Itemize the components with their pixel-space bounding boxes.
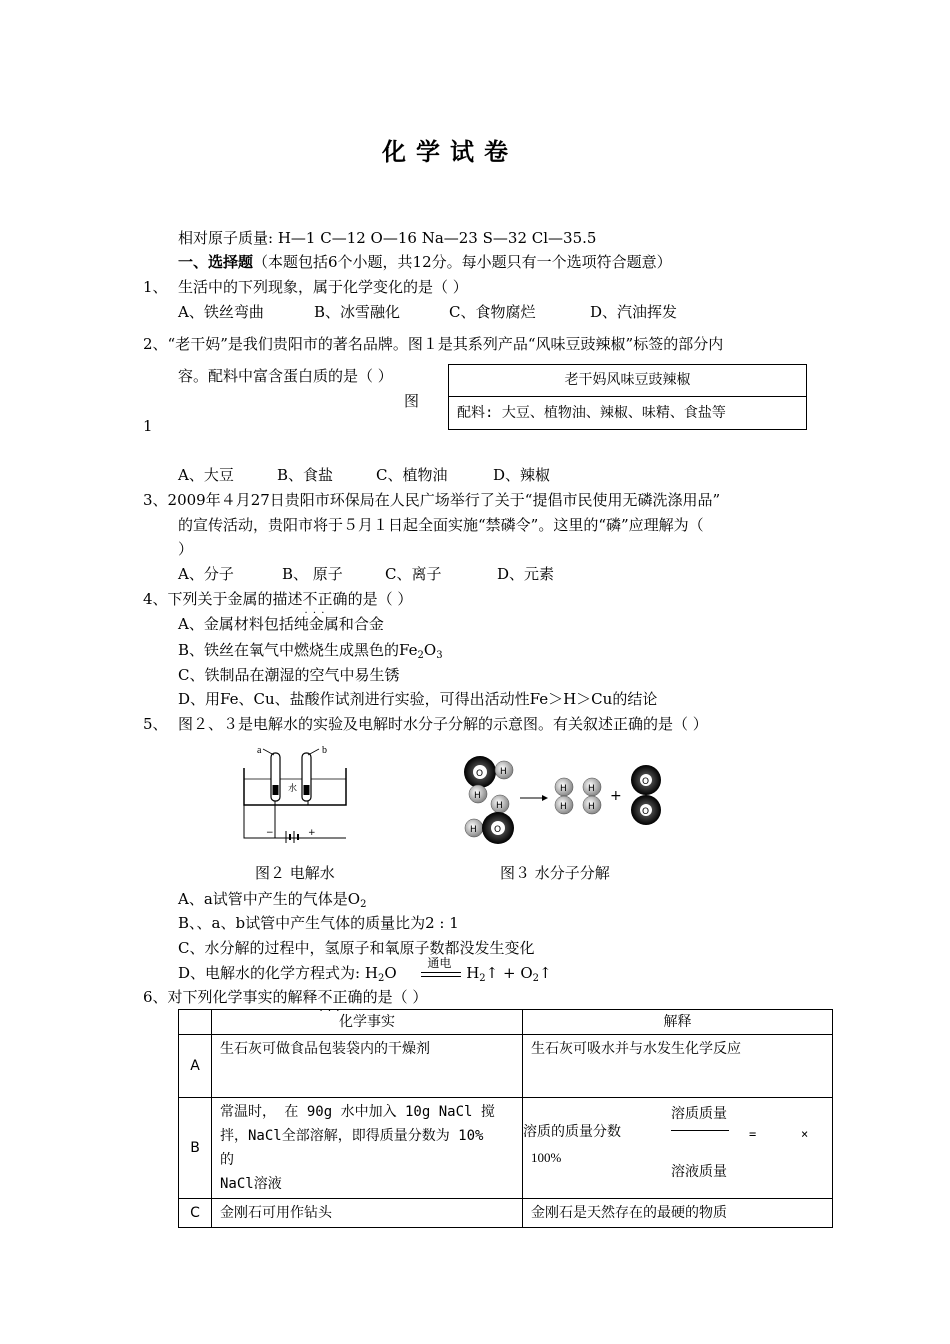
q6-row-key: B bbox=[179, 1098, 212, 1199]
q6-row-b-fact-line3: 的 bbox=[220, 1152, 234, 1168]
table-row bbox=[179, 1098, 833, 1199]
q6-row-fact bbox=[212, 1098, 523, 1199]
q6-stem-emphasis: 不正确 · · · bbox=[318, 988, 363, 1006]
q3-option-a: A、分子 bbox=[178, 565, 234, 583]
q4-option-b-text: B、铁丝在氧气中燃烧生成黑色的Fe bbox=[178, 641, 418, 659]
q6-table bbox=[178, 1009, 833, 1228]
q2-stem-line1: 2、“老干妈”是我们贵阳市的著名品牌。图１是其系列产品“风味豆豉辣椒”标签的部分内 bbox=[143, 335, 724, 353]
q6-stem-a: 6、对下列化学事实的解释 bbox=[143, 988, 318, 1006]
q5-eq-condition-arrow bbox=[421, 956, 461, 983]
q6-row-explanation: 金刚石是天然存在的最硬的物质 bbox=[523, 1199, 833, 1228]
q6-formula-numerator: 溶质质量 bbox=[671, 1106, 727, 1122]
q1-option-a: A、铁丝弯曲 bbox=[178, 303, 264, 321]
q4-option-b-sub1: 2 bbox=[417, 650, 424, 661]
q1-number: 1、 bbox=[143, 278, 168, 296]
q4-option-b-sub2: 3 bbox=[436, 650, 443, 661]
fig2-plus-sign: + bbox=[308, 828, 316, 838]
q5-number: 5、 bbox=[143, 715, 168, 733]
q6-row-b-fact-line4: NaCl溶液 bbox=[220, 1176, 282, 1192]
product-label-title: 老干妈风味豆豉辣椒 bbox=[449, 365, 806, 397]
q4-stem-a: 4、下列关于金属的描述 bbox=[143, 590, 303, 608]
q6-row-b-fact-line1: 常温时， 在 90g 水中加入 10g NaCl 搅 bbox=[220, 1104, 495, 1120]
product-label-ingredients: 配料: 大豆、植物油、辣椒、味精、食盐等 bbox=[457, 405, 726, 421]
q5-option-b: B、、a、b试管中产生气体的质量比为2 : 1 bbox=[178, 914, 459, 932]
q2-fig-label-b: 1 bbox=[143, 417, 153, 435]
q3-option-b: B、 原子 bbox=[282, 565, 343, 583]
fig3-h-label-6: H bbox=[560, 802, 567, 812]
q6-row-explanation bbox=[523, 1098, 833, 1199]
product-label bbox=[448, 364, 807, 430]
q3-option-d: D、元素 bbox=[497, 565, 555, 583]
section1-note: （本题包括6个小题，共12分。每小题只有一个选项符合题意） bbox=[253, 253, 672, 271]
q6-row-fact: 生石灰可做食品包装袋内的干燥剂 bbox=[212, 1035, 523, 1098]
q6-header-explanation: 解释 bbox=[523, 1010, 833, 1035]
fig3-h-label-3: H bbox=[496, 801, 503, 811]
q4-stem bbox=[143, 589, 412, 609]
q1-option-d: D、汽油挥发 bbox=[590, 303, 678, 321]
electrolysis-apparatus-figure bbox=[238, 743, 353, 843]
q6-formula-times: × bbox=[801, 1127, 809, 1141]
q6-stem-b: 的是（ ） bbox=[362, 988, 428, 1006]
fig3-caption: 图３ 水分子分解 bbox=[500, 864, 610, 882]
q3-stem-line2: 的宣传活动，贵阳市将于５月１日起全面实施“禁磷令”。这里的“磷”应理解为（ bbox=[178, 516, 704, 534]
q4-option-c: C、铁制品在潮湿的空气中易生锈 bbox=[178, 666, 400, 684]
fig3-h-label-1: H bbox=[500, 767, 507, 777]
q2-stem-line2: 容。配料中富含蛋白质的是（ ） bbox=[178, 367, 393, 385]
q6-row-key: C bbox=[179, 1199, 212, 1228]
fig3-o-label-1: O bbox=[476, 769, 484, 779]
q6-row-fact: 金刚石可用作钻头 bbox=[212, 1199, 523, 1228]
q1-stem: 生活中的下列现象，属于化学变化的是（ ） bbox=[178, 278, 468, 296]
q6-row-explanation: 生石灰可吸水并与水发生化学反应 bbox=[523, 1035, 833, 1098]
fig2-caption: 图２ 电解水 bbox=[255, 864, 335, 882]
q6-header-blank bbox=[179, 1010, 212, 1035]
page-title: 化学试卷 bbox=[382, 137, 518, 166]
q5-stem: 图２、３是电解水的实验及电解时水分子分解的示意图。有关叙述正确的是（ ） bbox=[178, 715, 708, 733]
q6-formula-equals: = bbox=[749, 1127, 757, 1141]
fig2-label-b: b bbox=[322, 745, 327, 756]
table-row bbox=[179, 1035, 833, 1098]
q4-stem-emphasis: 不正确 · · · bbox=[303, 590, 348, 608]
q2-option-b: B、食盐 bbox=[277, 466, 334, 484]
fig3-plus-sign: + bbox=[610, 788, 622, 804]
q2-fig-label-a: 图 bbox=[404, 392, 420, 410]
q5-option-d bbox=[178, 956, 552, 989]
q1-option-b: B、冰雪融化 bbox=[314, 303, 401, 321]
fig3-o-label-2: O bbox=[494, 825, 502, 835]
q6-formula-percent: 100% bbox=[531, 1150, 562, 1165]
q5-eq-end: ↑ bbox=[539, 964, 552, 982]
fig2-water-label: 水 bbox=[288, 784, 298, 794]
q4-stem-b: 的是（ ） bbox=[347, 590, 413, 608]
q5-option-a-sub: 2 bbox=[360, 899, 367, 910]
fig3-o-label-4: O bbox=[642, 807, 650, 817]
q3-option-c: C、离子 bbox=[385, 565, 442, 583]
q5-eq-condition: 通电 bbox=[427, 956, 452, 970]
q5-eq-sub2: 2 bbox=[479, 973, 486, 984]
fig3-h-label-4: H bbox=[470, 825, 477, 835]
q4-option-b bbox=[178, 640, 443, 666]
atomic-mass-line: 相对原子质量: H—1 C—12 O—16 Na—23 S—32 Cl—35.5 bbox=[178, 229, 597, 247]
q6-header-fact: 化学事实 bbox=[212, 1010, 523, 1035]
q5-eq-o: O bbox=[384, 964, 397, 982]
q4-option-b-text2: O bbox=[423, 641, 437, 659]
q1-option-c: C、食物腐烂 bbox=[449, 303, 536, 321]
fig2-label-a: a bbox=[257, 745, 262, 756]
q6-formula-label: 溶质的质量分数 bbox=[523, 1124, 621, 1140]
q6-table-header-row bbox=[179, 1010, 833, 1035]
fig3-h-label-8: H bbox=[588, 802, 595, 812]
q5-eq-sub1: 2 bbox=[377, 973, 385, 984]
q5-option-c: C、水分解的过程中，氢原子和氧原子数都没发生变化 bbox=[178, 939, 535, 957]
section1-header bbox=[178, 252, 672, 272]
q2-option-a: A、大豆 bbox=[178, 466, 234, 484]
q6-stem bbox=[143, 987, 427, 1007]
q3-stem-line3: ） bbox=[178, 540, 194, 558]
fig2-minus-sign: − bbox=[266, 828, 274, 838]
q6-row-b-fact-line2: 拌，NaCl全部溶解，即得质量分数为 10% bbox=[220, 1128, 484, 1144]
q2-option-c: C、植物油 bbox=[376, 466, 448, 484]
q5-eq-prefix: D、电解水的化学方程式为: H bbox=[178, 964, 378, 982]
q5-eq-mid: ↑ + O bbox=[485, 964, 533, 982]
q3-stem-line1: 3、2009年４月27日贵阳市环保局在人民广场举行了关于“提倡市民使用无磷洗涤用品” bbox=[143, 491, 721, 509]
fig3-h-label-7: H bbox=[588, 784, 595, 794]
q5-eq-h: H bbox=[466, 964, 480, 982]
fig3-h-label-2: H bbox=[474, 791, 481, 801]
q6-row-key: A bbox=[179, 1035, 212, 1098]
section1-heading: 一、选择题 bbox=[178, 253, 254, 271]
q6-formula-denominator: 溶液质量 bbox=[671, 1164, 727, 1180]
q5-option-a-text: A、a试管中产生的气体是O bbox=[178, 890, 361, 908]
water-decomposition-figure bbox=[458, 752, 668, 847]
q2-option-d: D、辣椒 bbox=[493, 466, 551, 484]
fig3-o-label-3: O bbox=[642, 777, 650, 787]
q5-option-a bbox=[178, 889, 366, 915]
q5-eq-sub3: 2 bbox=[532, 973, 540, 984]
q4-option-d: D、用Fe、Cu、盐酸作试剂进行实验，可得出活动性Fe＞H＞Cu的结论 bbox=[178, 690, 658, 708]
fig3-h-label-5: H bbox=[560, 784, 567, 794]
q4-option-a: A、金属材料包括纯金属和合金 bbox=[178, 615, 384, 633]
table-row bbox=[179, 1199, 833, 1228]
